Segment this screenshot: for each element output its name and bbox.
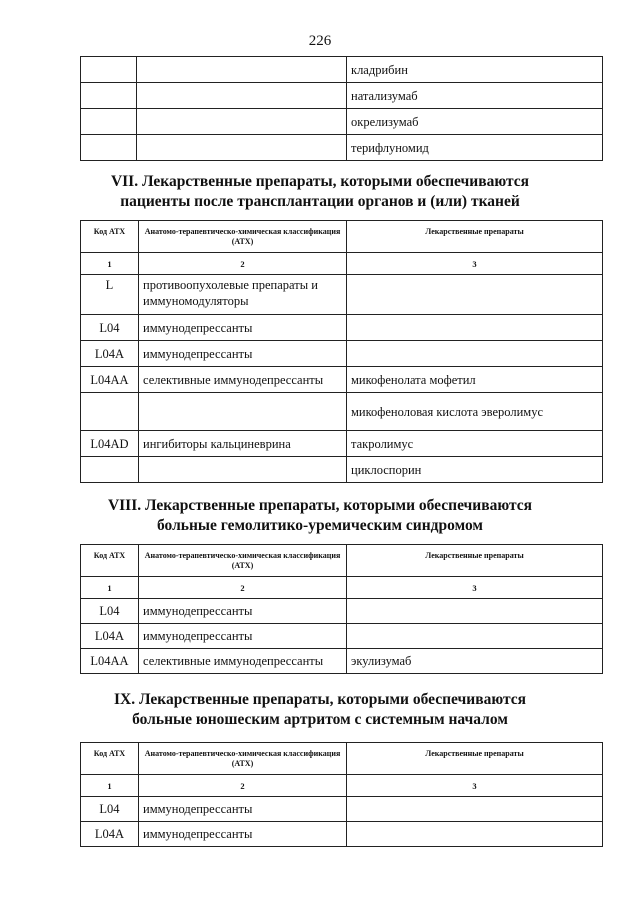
section-title-vii	[0, 172, 640, 212]
table-row	[81, 457, 603, 483]
code-cell: L04A	[81, 624, 139, 649]
col-number-2: 2	[139, 253, 347, 275]
table-number-row	[81, 775, 603, 797]
table-row	[81, 341, 603, 367]
drug-cell: окрелизумаб	[347, 109, 603, 135]
code-cell: L04	[81, 797, 139, 822]
col-number-3: 3	[347, 775, 603, 797]
section-title-line: больные юношеским артритом с системным началом	[132, 711, 508, 728]
code-cell	[81, 457, 139, 483]
code-cell: L04A	[81, 822, 139, 847]
table-header-row	[81, 743, 603, 775]
code-cell	[81, 109, 137, 135]
table-header-row	[81, 545, 603, 577]
section-title-line: VII. Лекарственные препараты, которыми обеспечиваются	[110, 173, 530, 190]
col-number-3: 3	[347, 253, 603, 275]
table-row	[81, 599, 603, 624]
class-cell: ингибиторы кальциневрина	[139, 431, 347, 457]
section-title-line: VIII. Лекарственные препараты, которыми обеспечиваются	[107, 497, 533, 514]
table-row	[81, 649, 603, 674]
drug-cell: циклоспорин	[347, 457, 603, 483]
class-cell	[137, 109, 347, 135]
class-cell	[139, 457, 347, 483]
table-row	[81, 367, 603, 393]
drug-cell	[347, 599, 603, 624]
code-cell: L	[81, 275, 139, 315]
class-cell	[137, 57, 347, 83]
section-title-line: больные гемолитико-уремическим синдромом	[157, 517, 483, 534]
page-number: 226	[308, 33, 332, 49]
code-cell	[81, 135, 137, 161]
class-cell: иммунодепрессанты	[139, 822, 347, 847]
drug-cell: микофеноловая кислота эверолимус	[347, 393, 603, 431]
drug-cell: экулизумаб	[347, 649, 603, 674]
drug-cell	[347, 315, 603, 341]
header-drug: Лекарственные препараты	[347, 743, 603, 775]
header-class: Анатомо-терапевтическо-химическая классификация (АТХ)	[139, 221, 347, 253]
table-section-ix	[80, 742, 603, 847]
class-cell: селективные иммунодепрессанты	[139, 649, 347, 674]
section-title-line: IX. Лекарственные препараты, которыми обеспечиваются	[113, 691, 527, 708]
table-row	[81, 57, 603, 83]
drug-cell	[347, 822, 603, 847]
code-cell	[81, 393, 139, 431]
section-title-ix	[0, 690, 640, 730]
header-code: Код АТХ	[81, 743, 139, 775]
class-cell	[137, 83, 347, 109]
drug-cell	[347, 275, 603, 315]
header-code: Код АТХ	[81, 221, 139, 253]
class-cell: противоопухолевые препараты и иммуномодуляторы	[139, 275, 347, 315]
table-row	[81, 315, 603, 341]
class-cell: иммунодепрессанты	[139, 315, 347, 341]
drug-cell: натализумаб	[347, 83, 603, 109]
table-row	[81, 624, 603, 649]
code-cell: L04	[81, 599, 139, 624]
table-section-vii	[80, 220, 603, 483]
header-class: Анатомо-терапевтическо-химическая классификация (АТХ)	[139, 743, 347, 775]
class-cell	[139, 393, 347, 431]
drug-cell	[347, 341, 603, 367]
drug-cell: кладрибин	[347, 57, 603, 83]
code-cell: L04AD	[81, 431, 139, 457]
table-header-row	[81, 221, 603, 253]
table-row	[81, 393, 603, 431]
code-cell: L04AA	[81, 367, 139, 393]
col-number-1: 1	[81, 775, 139, 797]
col-number-3: 3	[347, 577, 603, 599]
col-number-1: 1	[81, 577, 139, 599]
table-row	[81, 83, 603, 109]
drug-cell	[347, 624, 603, 649]
class-cell	[137, 135, 347, 161]
col-number-2: 2	[139, 775, 347, 797]
header-code: Код АТХ	[81, 545, 139, 577]
drug-cell	[347, 797, 603, 822]
class-cell: иммунодепрессанты	[139, 341, 347, 367]
code-cell: L04AA	[81, 649, 139, 674]
drug-cell: микофенолата мофетил	[347, 367, 603, 393]
header-drug: Лекарственные препараты	[347, 545, 603, 577]
code-cell	[81, 57, 137, 83]
table-continuation	[80, 56, 603, 161]
table-row	[81, 109, 603, 135]
class-cell: иммунодепрессанты	[139, 797, 347, 822]
section-title-line: пациенты после трансплантации органов и (или) тканей	[120, 193, 520, 210]
table-section-viii	[80, 544, 603, 674]
table-number-row	[81, 577, 603, 599]
class-cell: селективные иммунодепрессанты	[139, 367, 347, 393]
class-cell: иммунодепрессанты	[139, 599, 347, 624]
code-cell: L04	[81, 315, 139, 341]
class-cell: иммунодепрессанты	[139, 624, 347, 649]
table-row	[81, 797, 603, 822]
drug-cell: терифлуномид	[347, 135, 603, 161]
table-row	[81, 431, 603, 457]
header-drug: Лекарственные препараты	[347, 221, 603, 253]
table-number-row	[81, 253, 603, 275]
table-row	[81, 135, 603, 161]
section-title-viii	[0, 496, 640, 536]
col-number-2: 2	[139, 577, 347, 599]
drug-cell: такролимус	[347, 431, 603, 457]
header-class: Анатомо-терапевтическо-химическая классификация (АТХ)	[139, 545, 347, 577]
code-cell	[81, 83, 137, 109]
code-cell: L04A	[81, 341, 139, 367]
col-number-1: 1	[81, 253, 139, 275]
table-row	[81, 822, 603, 847]
table-row	[81, 275, 603, 315]
